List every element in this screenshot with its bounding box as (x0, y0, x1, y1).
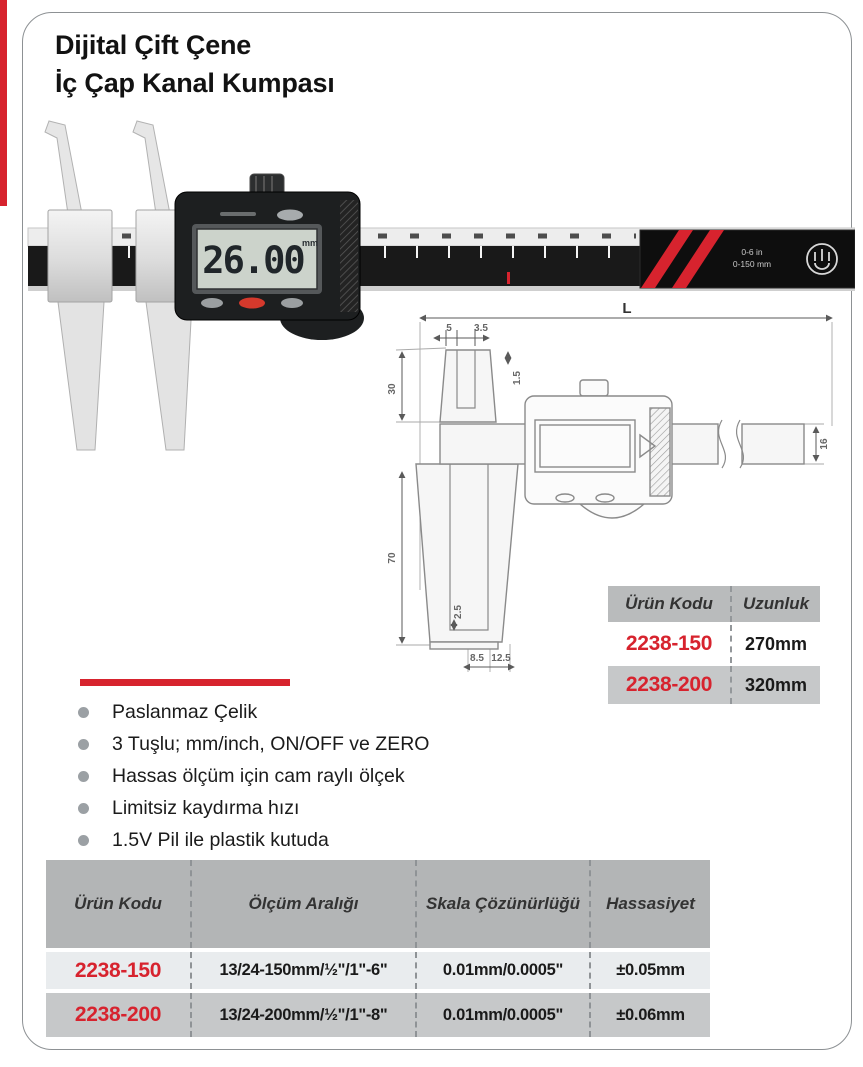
bullet-icon (78, 771, 89, 782)
page-title-line1: Dijital Çift Çene (55, 30, 252, 60)
accuracy: ±0.06mm (589, 993, 710, 1037)
size-table-header-code: Ürün Kodu (625, 594, 713, 613)
size-table-row (608, 666, 820, 704)
measuring-range: 13/24-200mm/½"/1"-8" (190, 993, 415, 1037)
product-length: 320mm (730, 666, 820, 704)
feature-text: 1.5V Pil ile plastik kutuda (112, 828, 329, 851)
fixed-upper-jaw (45, 121, 82, 214)
dim-2-5: 2.5 (453, 605, 464, 619)
mm-inch-button (281, 298, 303, 308)
product-code: 2238-150 (625, 632, 713, 655)
size-table (608, 586, 820, 707)
badge-range-mm: 0-150 mm (732, 259, 772, 269)
feature-text: Limitsiz kaydırma hızı (112, 796, 300, 819)
dim-3-5: 3.5 (474, 323, 488, 334)
sliding-lower-jaw (146, 302, 192, 450)
lcd-unit: mm (301, 238, 319, 248)
spec-header-resolution: Skala Çözünürlüğü (415, 860, 589, 948)
dim-L: L (622, 300, 632, 317)
spec-table-row (46, 993, 710, 1037)
resolution: 0.01mm/0.0005" (415, 993, 589, 1037)
list-item (78, 760, 429, 792)
lcd-reading: 26.00 (202, 239, 304, 282)
dim-16: 16 (819, 438, 830, 450)
list-item (78, 792, 429, 824)
resolution: 0.01mm/0.0005" (415, 952, 589, 989)
display-knurl (340, 200, 358, 312)
spec-header-accuracy: Hassasiyet (589, 860, 710, 948)
product-length: 270mm (730, 625, 820, 663)
feature-text: Paslanmaz Çelik (112, 700, 258, 723)
dim-1-5: 1.5 (512, 371, 523, 385)
spec-table (46, 860, 710, 1037)
dim-30: 30 (387, 383, 398, 395)
bullet-icon (78, 707, 89, 718)
feature-text: Hassas ölçüm için cam raylı ölçek (112, 764, 405, 787)
dim-5: 5 (446, 323, 452, 334)
drawing-lower-jaw (416, 464, 518, 642)
product-code: 2238-150 (74, 958, 162, 982)
size-table-header-length: Uzunluk (730, 586, 820, 622)
spec-header-range: Ölçüm Aralığı (190, 860, 415, 948)
accuracy: ±0.05mm (589, 952, 710, 989)
dim-8-5: 8.5 (470, 653, 484, 664)
bullet-icon (78, 739, 89, 750)
size-table-header (608, 586, 820, 622)
dim-12-5: 12.5 (491, 653, 511, 664)
fixed-lower-jaw (58, 302, 104, 450)
drawing-upper-jaw (440, 350, 496, 422)
dim-70: 70 (387, 552, 398, 564)
list-item (78, 696, 429, 728)
feature-list (78, 696, 429, 856)
measuring-range: 13/24-150mm/½"/1"-6" (190, 952, 415, 989)
section-divider (80, 679, 290, 686)
product-code: 2238-200 (625, 673, 713, 696)
size-table-row (608, 625, 820, 663)
sliding-upper-jaw (133, 121, 170, 214)
feature-text: 3 Tuşlu; mm/inch, ON/OFF ve ZERO (112, 732, 430, 755)
product-code: 2238-200 (74, 1003, 162, 1026)
display-top-button (277, 210, 303, 221)
page-title-line2: İç Çap Kanal Kumpası (55, 68, 335, 98)
list-item (78, 824, 429, 856)
onoff-button (201, 298, 223, 308)
spec-table-row (46, 952, 710, 989)
bullet-icon (78, 835, 89, 846)
zero-button-red (239, 298, 265, 309)
spec-table-header (46, 860, 710, 948)
page-title (55, 26, 335, 102)
list-item (78, 728, 429, 760)
page-edge-red-strip (0, 0, 7, 206)
spec-header-code: Ürün Kodu (74, 894, 162, 913)
badge-range-inch: 0-6 in (741, 247, 763, 257)
bullet-icon (78, 803, 89, 814)
fixed-jaw-body (48, 210, 112, 302)
